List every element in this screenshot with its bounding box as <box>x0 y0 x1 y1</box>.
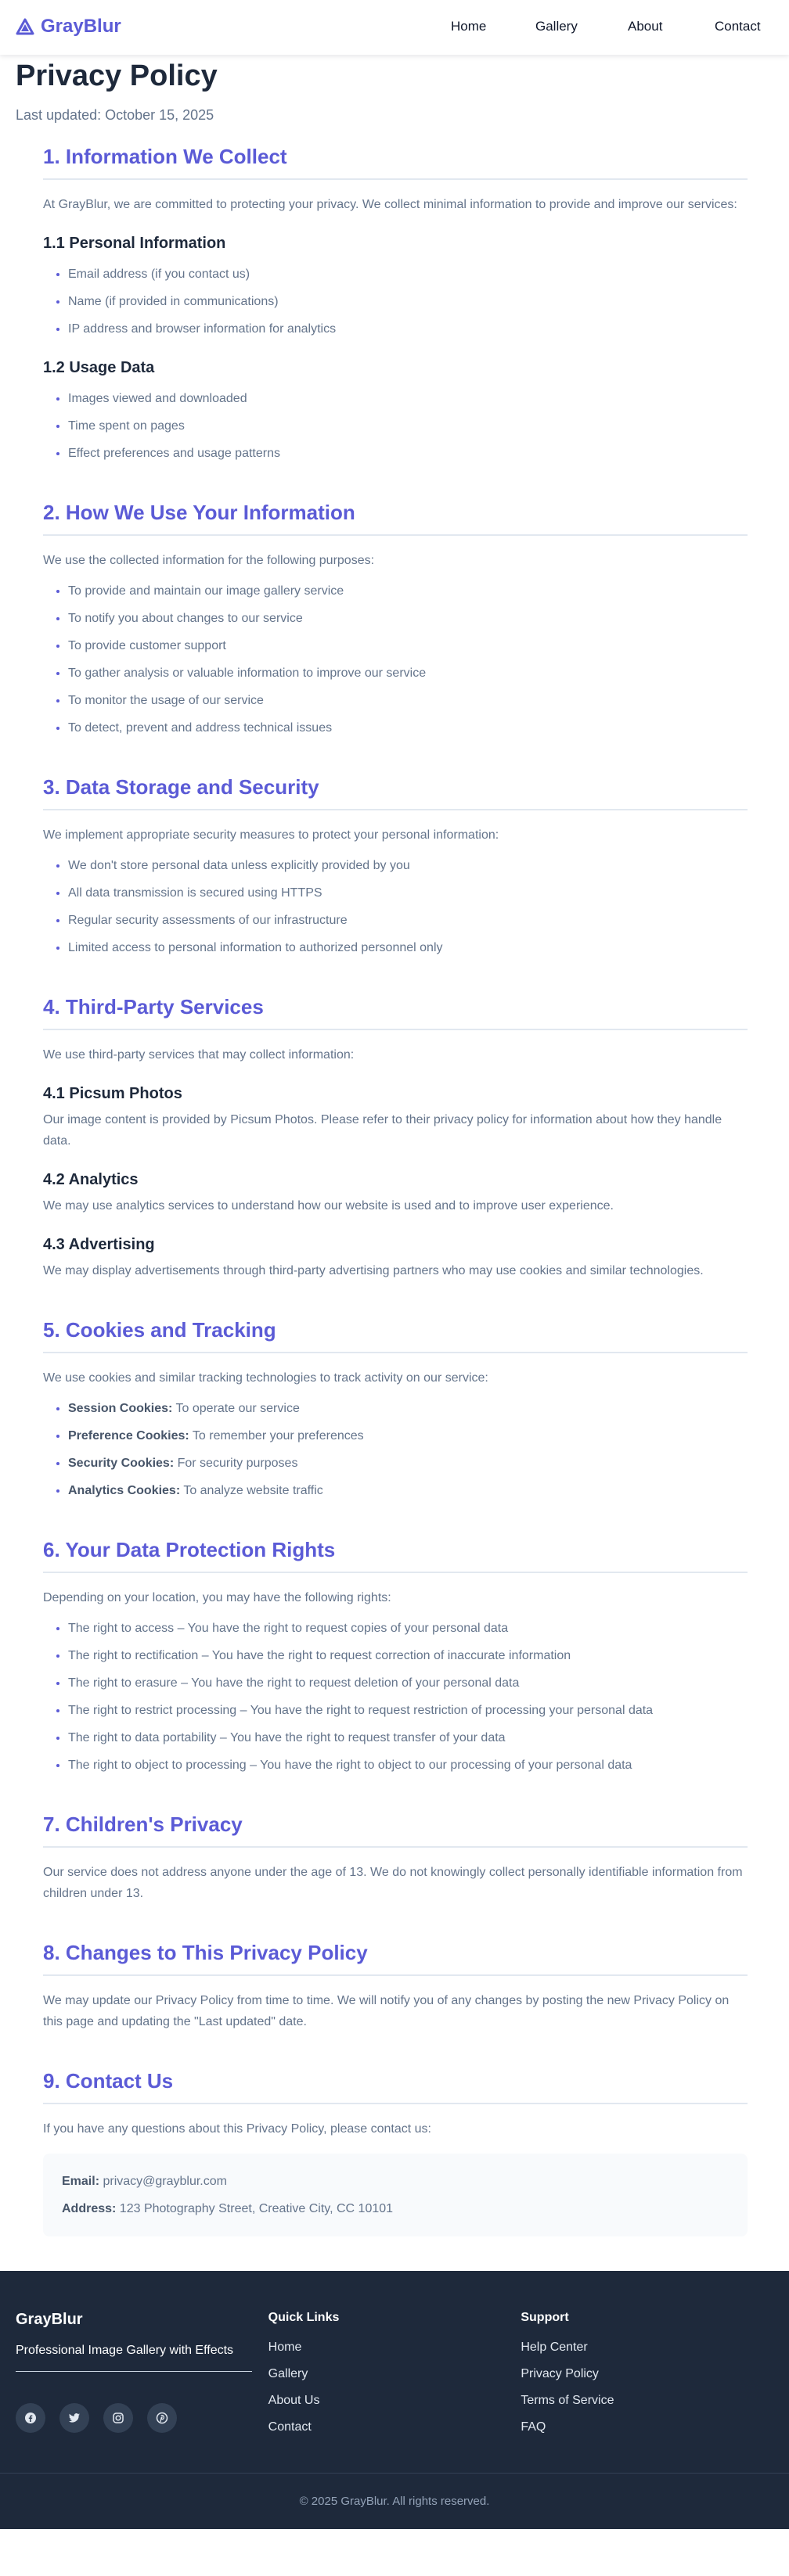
list-item: • The right to restrict processing – You have the right to request restriction of processing your personal data <box>68 1700 748 1721</box>
subsection-title: 1.1 Personal Information <box>43 235 226 252</box>
section-title: 7. Children's Privacy <box>43 1810 748 1848</box>
section-childrens-privacy <box>43 1810 748 1904</box>
list-item: • To monitor the usage of our service <box>68 690 748 711</box>
section-intro: We implement appropriate security measures to protect your personal information: <box>43 828 499 842</box>
section-intro: If you have any questions about this Privacy Policy, please contact us: <box>43 2122 431 2136</box>
cookie-term: Session Cookies: <box>68 1402 173 1415</box>
list-item <box>68 1453 748 1474</box>
footer-link-privacy-policy[interactable]: Privacy Policy <box>521 2367 599 2380</box>
email-label: Email: <box>62 2175 100 2188</box>
section-how-we-use <box>43 498 748 738</box>
list-item: • Effect preferences and usage patterns <box>68 443 748 464</box>
section-information-we-collect <box>43 142 748 464</box>
cookie-term: Security Cookies: <box>68 1457 175 1470</box>
footer-quick-links <box>268 2308 521 2445</box>
quick-links-heading: Quick Links <box>268 2311 340 2324</box>
footer-tagline: Professional Image Gallery with Effects <box>16 2341 252 2372</box>
address-label: Address: <box>62 2202 117 2215</box>
list-item: • Email address (if you contact us) <box>68 264 748 285</box>
cookie-desc: To operate our service <box>172 1402 300 1415</box>
list-item: • The right to erasure – You have the right to request deletion of your personal data <box>68 1672 748 1694</box>
facebook-icon[interactable] <box>16 2403 45 2433</box>
footer-support <box>521 2308 773 2445</box>
footer-link-contact[interactable]: Contact <box>268 2420 312 2434</box>
list-item: • To gather analysis or valuable information to improve our service <box>68 663 748 684</box>
section-title: 9. Contact Us <box>43 2067 748 2104</box>
subsection-title: 1.2 Usage Data <box>43 359 155 376</box>
list-item: • The right to object to processing – You have the right to object to our processing of your personal data <box>68 1755 748 1776</box>
nav-contact[interactable]: Contact <box>715 19 761 34</box>
twitter-icon[interactable] <box>59 2403 89 2433</box>
section-intro: We use cookies and similar tracking technologies to track activity on our service: <box>43 1371 488 1385</box>
list-item: • We don't store personal data unless explicitly provided by you <box>68 855 748 876</box>
subsection-title: 4.1 Picsum Photos <box>43 1085 182 1102</box>
purposes-list <box>43 580 748 738</box>
list-item <box>68 1425 748 1446</box>
section-title: 2. How We Use Your Information <box>43 498 748 536</box>
brand-name: GrayBlur <box>41 16 121 37</box>
contact-address <box>62 2198 729 2219</box>
subsection-title: 4.2 Analytics <box>43 1171 139 1188</box>
cookie-term: Preference Cookies: <box>68 1429 189 1442</box>
email-value[interactable]: privacy@grayblur.com <box>99 2175 227 2188</box>
section-title: 5. Cookies and Tracking <box>43 1316 748 1353</box>
section-cookies <box>43 1316 748 1501</box>
copyright-bar <box>0 2473 789 2529</box>
section-data-rights <box>43 1536 748 1776</box>
list-item: • Name (if provided in communications) <box>68 291 748 312</box>
section-contact-us <box>43 2067 748 2236</box>
footer-brand-column <box>16 2308 268 2445</box>
list-item: • To detect, prevent and address technical issues <box>68 717 748 738</box>
list-item: • To provide customer support <box>68 635 748 656</box>
section-intro: We use the collected information for the following purposes: <box>43 554 375 567</box>
nav-about[interactable]: About <box>628 19 663 34</box>
footer-brand: GrayBlur <box>16 2311 83 2328</box>
usage-data-list <box>43 388 748 464</box>
section-title: 4. Third-Party Services <box>43 993 748 1030</box>
list-item: • The right to data portability – You have the right to request transfer of your data <box>68 1727 748 1748</box>
contact-email <box>62 2171 729 2192</box>
section-third-party <box>43 993 748 1281</box>
pinterest-icon[interactable] <box>147 2403 177 2433</box>
policy-content <box>43 142 748 2236</box>
list-item: • To notify you about changes to our service <box>68 608 748 629</box>
footer-link-gallery[interactable]: Gallery <box>268 2367 308 2380</box>
list-item: • The right to rectification – You have the right to request correction of inaccurate information <box>68 1645 748 1666</box>
last-updated: Last updated: October 15, 2025 <box>16 107 214 123</box>
section-data-storage <box>43 773 748 958</box>
footer-link-home[interactable]: Home <box>268 2341 302 2354</box>
section-intro: Our service does not address anyone under the age of 13. We do not knowingly collect personally identifiable information from children under 13. <box>43 1866 743 1900</box>
list-item: • Limited access to personal information to authorized personnel only <box>68 937 748 958</box>
section-intro: We use third-party services that may collect information: <box>43 1048 355 1062</box>
instagram-icon[interactable] <box>103 2403 133 2433</box>
section-title: 6. Your Data Protection Rights <box>43 1536 748 1573</box>
section-title: 8. Changes to This Privacy Policy <box>43 1938 748 1976</box>
cookie-desc: For security purposes <box>174 1457 298 1470</box>
list-item: • Regular security assessments of our infrastructure <box>68 910 748 931</box>
cookie-term: Analytics Cookies: <box>68 1484 181 1497</box>
section-intro: Depending on your location, you may have the following rights: <box>43 1591 391 1604</box>
subsection-text: We may display advertisements through third-party advertising partners who may use cookies and similar technologies. <box>43 1264 704 1277</box>
list-item: • IP address and browser information for analytics <box>68 318 748 340</box>
list-item: • All data transmission is secured using HTTPS <box>68 882 748 904</box>
nav-home[interactable]: Home <box>451 19 487 34</box>
main-nav <box>0 19 789 38</box>
footer-link-help-center[interactable]: Help Center <box>521 2341 588 2354</box>
section-title: 1. Information We Collect <box>43 142 748 180</box>
cookies-list <box>43 1398 748 1501</box>
page-title: Privacy Policy <box>16 59 218 92</box>
cookie-desc: To analyze website traffic <box>180 1484 323 1497</box>
list-item: • The right to access – You have the right to request copies of your personal data <box>68 1618 748 1639</box>
section-title: 3. Data Storage and Security <box>43 773 748 810</box>
cookie-desc: To remember your preferences <box>189 1429 364 1442</box>
site-footer <box>0 2271 789 2529</box>
list-item <box>68 1398 748 1419</box>
section-policy-changes <box>43 1938 748 2032</box>
footer-link-terms[interactable]: Terms of Service <box>521 2394 614 2407</box>
footer-link-faq[interactable]: FAQ <box>521 2420 546 2434</box>
security-list <box>43 855 748 958</box>
list-item: • Images viewed and downloaded <box>68 388 748 409</box>
list-item: • Time spent on pages <box>68 415 748 437</box>
personal-info-list <box>43 264 748 340</box>
contact-info-box <box>43 2154 748 2236</box>
subsection-text: Our image content is provided by Picsum Photos. Please refer to their privacy policy for information about how they handle data. <box>43 1113 722 1148</box>
list-item <box>68 1480 748 1501</box>
nav-gallery[interactable]: Gallery <box>535 19 578 34</box>
section-intro: At GrayBlur, we are committed to protecting your privacy. We collect minimal information to provide and improve our services: <box>43 198 737 211</box>
site-header <box>0 0 789 55</box>
support-heading: Support <box>521 2311 569 2324</box>
copyright-text: © 2025 GrayBlur. All rights reserved. <box>299 2495 490 2508</box>
section-intro: We may update our Privacy Policy from time to time. We will notify you of any changes by posting the new Privacy Policy on this page and updating the "Last updated" date. <box>43 1994 730 2028</box>
list-item: • To provide and maintain our image gallery service <box>68 580 748 602</box>
address-value: 123 Photography Street, Creative City, CC 10101 <box>116 2202 394 2215</box>
footer-link-about[interactable]: About Us <box>268 2394 320 2407</box>
rights-list <box>43 1618 748 1776</box>
subsection-title: 4.3 Advertising <box>43 1236 155 1253</box>
social-links <box>16 2403 268 2433</box>
subsection-text: We may use analytics services to understand how our website is used and to improve user experience. <box>43 1199 614 1213</box>
